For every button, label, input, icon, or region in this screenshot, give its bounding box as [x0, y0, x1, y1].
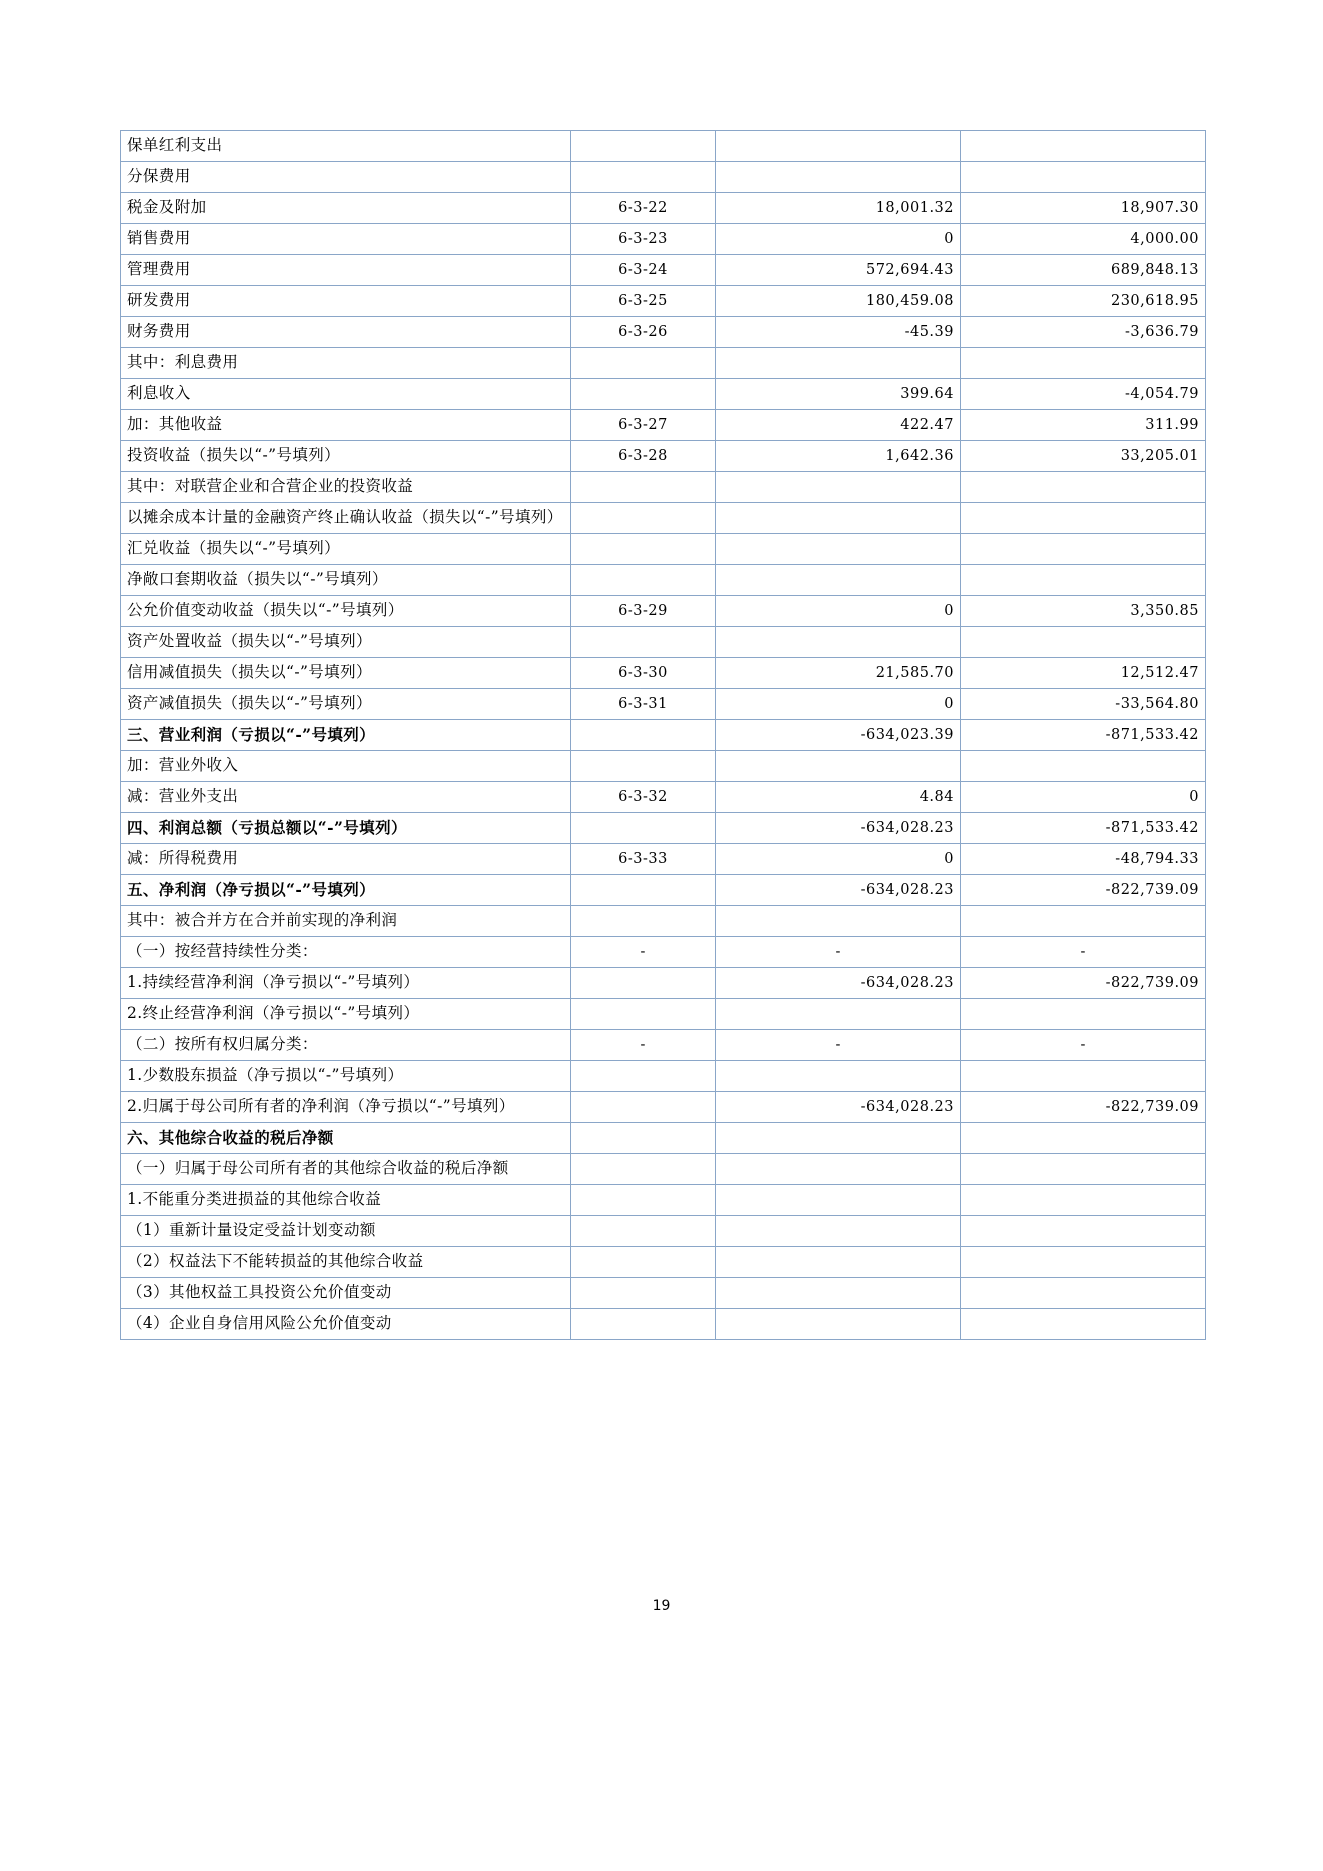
row-previous-amount — [961, 565, 1206, 596]
row-label: 1.少数股东损益（净亏损以“-”号填列） — [121, 1061, 571, 1092]
row-current-amount — [716, 1247, 961, 1278]
row-note: 6-3-30 — [571, 658, 716, 689]
row-current-amount: -634,028.23 — [716, 1092, 961, 1123]
row-note — [571, 1154, 716, 1185]
row-current-amount: -634,023.39 — [716, 720, 961, 751]
table-row — [121, 472, 1206, 503]
table-row — [121, 689, 1206, 720]
table-row — [121, 162, 1206, 193]
row-previous-amount: -4,054.79 — [961, 379, 1206, 410]
row-previous-amount: -822,739.09 — [961, 875, 1206, 906]
row-previous-amount — [961, 1216, 1206, 1247]
row-label: （3）其他权益工具投资公允价值变动 — [121, 1278, 571, 1309]
row-current-amount: 422.47 — [716, 410, 961, 441]
table-row — [121, 1309, 1206, 1340]
row-current-amount: -634,028.23 — [716, 875, 961, 906]
row-previous-amount: 689,848.13 — [961, 255, 1206, 286]
row-previous-amount: -3,636.79 — [961, 317, 1206, 348]
row-note: 6-3-29 — [571, 596, 716, 627]
row-current-amount — [716, 472, 961, 503]
row-label: 六、其他综合收益的税后净额 — [121, 1123, 571, 1154]
row-previous-amount: -822,739.09 — [961, 968, 1206, 999]
row-note: 6-3-33 — [571, 844, 716, 875]
row-current-amount: 4.84 — [716, 782, 961, 813]
row-label: 分保费用 — [121, 162, 571, 193]
table-row — [121, 782, 1206, 813]
row-previous-amount: -33,564.80 — [961, 689, 1206, 720]
row-current-amount — [716, 1278, 961, 1309]
table-row — [121, 875, 1206, 906]
row-note: 6-3-24 — [571, 255, 716, 286]
row-previous-amount — [961, 503, 1206, 534]
table-row — [121, 658, 1206, 689]
table-row — [121, 286, 1206, 317]
row-previous-amount — [961, 627, 1206, 658]
page-number: 19 — [652, 1598, 671, 1614]
table-row — [121, 1030, 1206, 1061]
table-row — [121, 596, 1206, 627]
row-note: - — [571, 937, 716, 968]
row-note: 6-3-31 — [571, 689, 716, 720]
row-current-amount — [716, 1123, 961, 1154]
row-note — [571, 503, 716, 534]
row-label: 信用减值损失（损失以“-”号填列） — [121, 658, 571, 689]
table-row — [121, 317, 1206, 348]
table-row — [121, 1216, 1206, 1247]
table-row — [121, 720, 1206, 751]
row-label: 其中：被合并方在合并前实现的净利润 — [121, 906, 571, 937]
row-current-amount — [716, 999, 961, 1030]
row-current-amount — [716, 1061, 961, 1092]
table-row — [121, 937, 1206, 968]
row-current-amount — [716, 1216, 961, 1247]
row-previous-amount — [961, 1309, 1206, 1340]
table-row — [121, 224, 1206, 255]
row-label: 管理费用 — [121, 255, 571, 286]
row-label: 五、净利润（净亏损以“-”号填列） — [121, 875, 571, 906]
table-row — [121, 441, 1206, 472]
row-label: （二）按所有权归属分类： — [121, 1030, 571, 1061]
table-row — [121, 534, 1206, 565]
row-note — [571, 162, 716, 193]
row-note — [571, 1278, 716, 1309]
row-note — [571, 627, 716, 658]
row-current-amount: 0 — [716, 224, 961, 255]
row-label: （4）企业自身信用风险公允价值变动 — [121, 1309, 571, 1340]
row-label: 1.持续经营净利润（净亏损以“-”号填列） — [121, 968, 571, 999]
row-label: （2）权益法下不能转损益的其他综合收益 — [121, 1247, 571, 1278]
row-previous-amount: 0 — [961, 782, 1206, 813]
row-note — [571, 720, 716, 751]
row-current-amount: 572,694.43 — [716, 255, 961, 286]
table-row — [121, 1123, 1206, 1154]
row-note — [571, 379, 716, 410]
table-row — [121, 968, 1206, 999]
row-label: 以摊余成本计量的金融资产终止确认收益（损失以“-”号填列） — [121, 503, 571, 534]
row-note — [571, 999, 716, 1030]
row-previous-amount: -871,533.42 — [961, 720, 1206, 751]
table-row — [121, 906, 1206, 937]
row-previous-amount — [961, 162, 1206, 193]
row-label: 资产减值损失（损失以“-”号填列） — [121, 689, 571, 720]
table-body — [121, 131, 1206, 1340]
row-previous-amount — [961, 131, 1206, 162]
row-previous-amount: -871,533.42 — [961, 813, 1206, 844]
row-note: 6-3-26 — [571, 317, 716, 348]
row-label: 公允价值变动收益（损失以“-”号填列） — [121, 596, 571, 627]
table-row — [121, 131, 1206, 162]
row-note: 6-3-27 — [571, 410, 716, 441]
row-current-amount: 180,459.08 — [716, 286, 961, 317]
row-current-amount — [716, 1185, 961, 1216]
row-note — [571, 906, 716, 937]
table-row — [121, 1247, 1206, 1278]
row-note — [571, 875, 716, 906]
row-note: 6-3-22 — [571, 193, 716, 224]
row-current-amount: 0 — [716, 689, 961, 720]
row-label: （1）重新计量设定受益计划变动额 — [121, 1216, 571, 1247]
income-statement-table — [120, 130, 1206, 1340]
row-label: 税金及附加 — [121, 193, 571, 224]
row-current-amount — [716, 131, 961, 162]
table-row — [121, 1154, 1206, 1185]
row-current-amount: - — [716, 937, 961, 968]
row-note — [571, 813, 716, 844]
row-current-amount — [716, 751, 961, 782]
row-note: - — [571, 1030, 716, 1061]
row-current-amount — [716, 534, 961, 565]
table-row — [121, 844, 1206, 875]
row-label: 三、营业利润（亏损以“-”号填列） — [121, 720, 571, 751]
row-label: 加：其他收益 — [121, 410, 571, 441]
row-current-amount: 0 — [716, 844, 961, 875]
row-current-amount — [716, 906, 961, 937]
row-current-amount: 21,585.70 — [716, 658, 961, 689]
row-previous-amount — [961, 534, 1206, 565]
row-previous-amount — [961, 1154, 1206, 1185]
row-label: 利息收入 — [121, 379, 571, 410]
row-note — [571, 1061, 716, 1092]
row-current-amount — [716, 565, 961, 596]
table-row — [121, 1092, 1206, 1123]
row-note: 6-3-28 — [571, 441, 716, 472]
row-label: 研发费用 — [121, 286, 571, 317]
row-current-amount: 0 — [716, 596, 961, 627]
row-label: 2.终止经营净利润（净亏损以“-”号填列） — [121, 999, 571, 1030]
table-row — [121, 999, 1206, 1030]
row-label: 四、利润总额（亏损总额以“-”号填列） — [121, 813, 571, 844]
row-current-amount — [716, 348, 961, 379]
row-note — [571, 1247, 716, 1278]
row-previous-amount — [961, 1061, 1206, 1092]
row-note — [571, 751, 716, 782]
row-previous-amount — [961, 1278, 1206, 1309]
row-previous-amount: 33,205.01 — [961, 441, 1206, 472]
table-row — [121, 1278, 1206, 1309]
row-label: 汇兑收益（损失以“-”号填列） — [121, 534, 571, 565]
table-row — [121, 410, 1206, 441]
row-current-amount: - — [716, 1030, 961, 1061]
row-current-amount: 1,642.36 — [716, 441, 961, 472]
table-row — [121, 627, 1206, 658]
row-note — [571, 348, 716, 379]
row-previous-amount: 12,512.47 — [961, 658, 1206, 689]
row-label: 加：营业外收入 — [121, 751, 571, 782]
row-note — [571, 565, 716, 596]
row-current-amount: 399.64 — [716, 379, 961, 410]
row-previous-amount — [961, 472, 1206, 503]
table-row — [121, 379, 1206, 410]
row-current-amount — [716, 1309, 961, 1340]
row-current-amount — [716, 503, 961, 534]
row-previous-amount: 3,350.85 — [961, 596, 1206, 627]
row-previous-amount: 311.99 — [961, 410, 1206, 441]
row-current-amount — [716, 627, 961, 658]
row-previous-amount — [961, 999, 1206, 1030]
row-note — [571, 1092, 716, 1123]
row-label: 投资收益（损失以“-”号填列） — [121, 441, 571, 472]
row-current-amount — [716, 1154, 961, 1185]
table-row — [121, 503, 1206, 534]
row-note — [571, 1309, 716, 1340]
row-previous-amount — [961, 1123, 1206, 1154]
row-note — [571, 472, 716, 503]
row-current-amount: -634,028.23 — [716, 968, 961, 999]
row-previous-amount: -822,739.09 — [961, 1092, 1206, 1123]
table-row — [121, 255, 1206, 286]
row-current-amount: -634,028.23 — [716, 813, 961, 844]
row-previous-amount: 4,000.00 — [961, 224, 1206, 255]
row-label: 保单红利支出 — [121, 131, 571, 162]
row-label: （一）归属于母公司所有者的其他综合收益的税后净额 — [121, 1154, 571, 1185]
row-note: 6-3-23 — [571, 224, 716, 255]
row-label: 减：营业外支出 — [121, 782, 571, 813]
table-row — [121, 751, 1206, 782]
row-previous-amount — [961, 751, 1206, 782]
table-row — [121, 1061, 1206, 1092]
row-label: 减：所得税费用 — [121, 844, 571, 875]
row-note — [571, 534, 716, 565]
row-note — [571, 1185, 716, 1216]
row-previous-amount: - — [961, 1030, 1206, 1061]
table-row — [121, 565, 1206, 596]
row-label: 其中：利息费用 — [121, 348, 571, 379]
row-previous-amount: -48,794.33 — [961, 844, 1206, 875]
row-previous-amount — [961, 348, 1206, 379]
row-current-amount — [716, 162, 961, 193]
row-label: 其中：对联营企业和合营企业的投资收益 — [121, 472, 571, 503]
table-row — [121, 348, 1206, 379]
row-note — [571, 1123, 716, 1154]
row-previous-amount: - — [961, 937, 1206, 968]
row-note — [571, 968, 716, 999]
row-label: （一）按经营持续性分类： — [121, 937, 571, 968]
row-previous-amount: 18,907.30 — [961, 193, 1206, 224]
row-label: 2.归属于母公司所有者的净利润（净亏损以“-”号填列） — [121, 1092, 571, 1123]
row-label: 1.不能重分类进损益的其他综合收益 — [121, 1185, 571, 1216]
row-label: 资产处置收益（损失以“-”号填列） — [121, 627, 571, 658]
row-note: 6-3-32 — [571, 782, 716, 813]
row-current-amount: 18,001.32 — [716, 193, 961, 224]
row-previous-amount — [961, 906, 1206, 937]
table-row — [121, 1185, 1206, 1216]
table-row — [121, 193, 1206, 224]
row-current-amount: -45.39 — [716, 317, 961, 348]
row-label: 财务费用 — [121, 317, 571, 348]
row-note: 6-3-25 — [571, 286, 716, 317]
table-row — [121, 813, 1206, 844]
row-note — [571, 131, 716, 162]
row-note — [571, 1216, 716, 1247]
row-previous-amount — [961, 1247, 1206, 1278]
row-label: 销售费用 — [121, 224, 571, 255]
row-label: 净敞口套期收益（损失以“-”号填列） — [121, 565, 571, 596]
row-previous-amount — [961, 1185, 1206, 1216]
row-previous-amount: 230,618.95 — [961, 286, 1206, 317]
